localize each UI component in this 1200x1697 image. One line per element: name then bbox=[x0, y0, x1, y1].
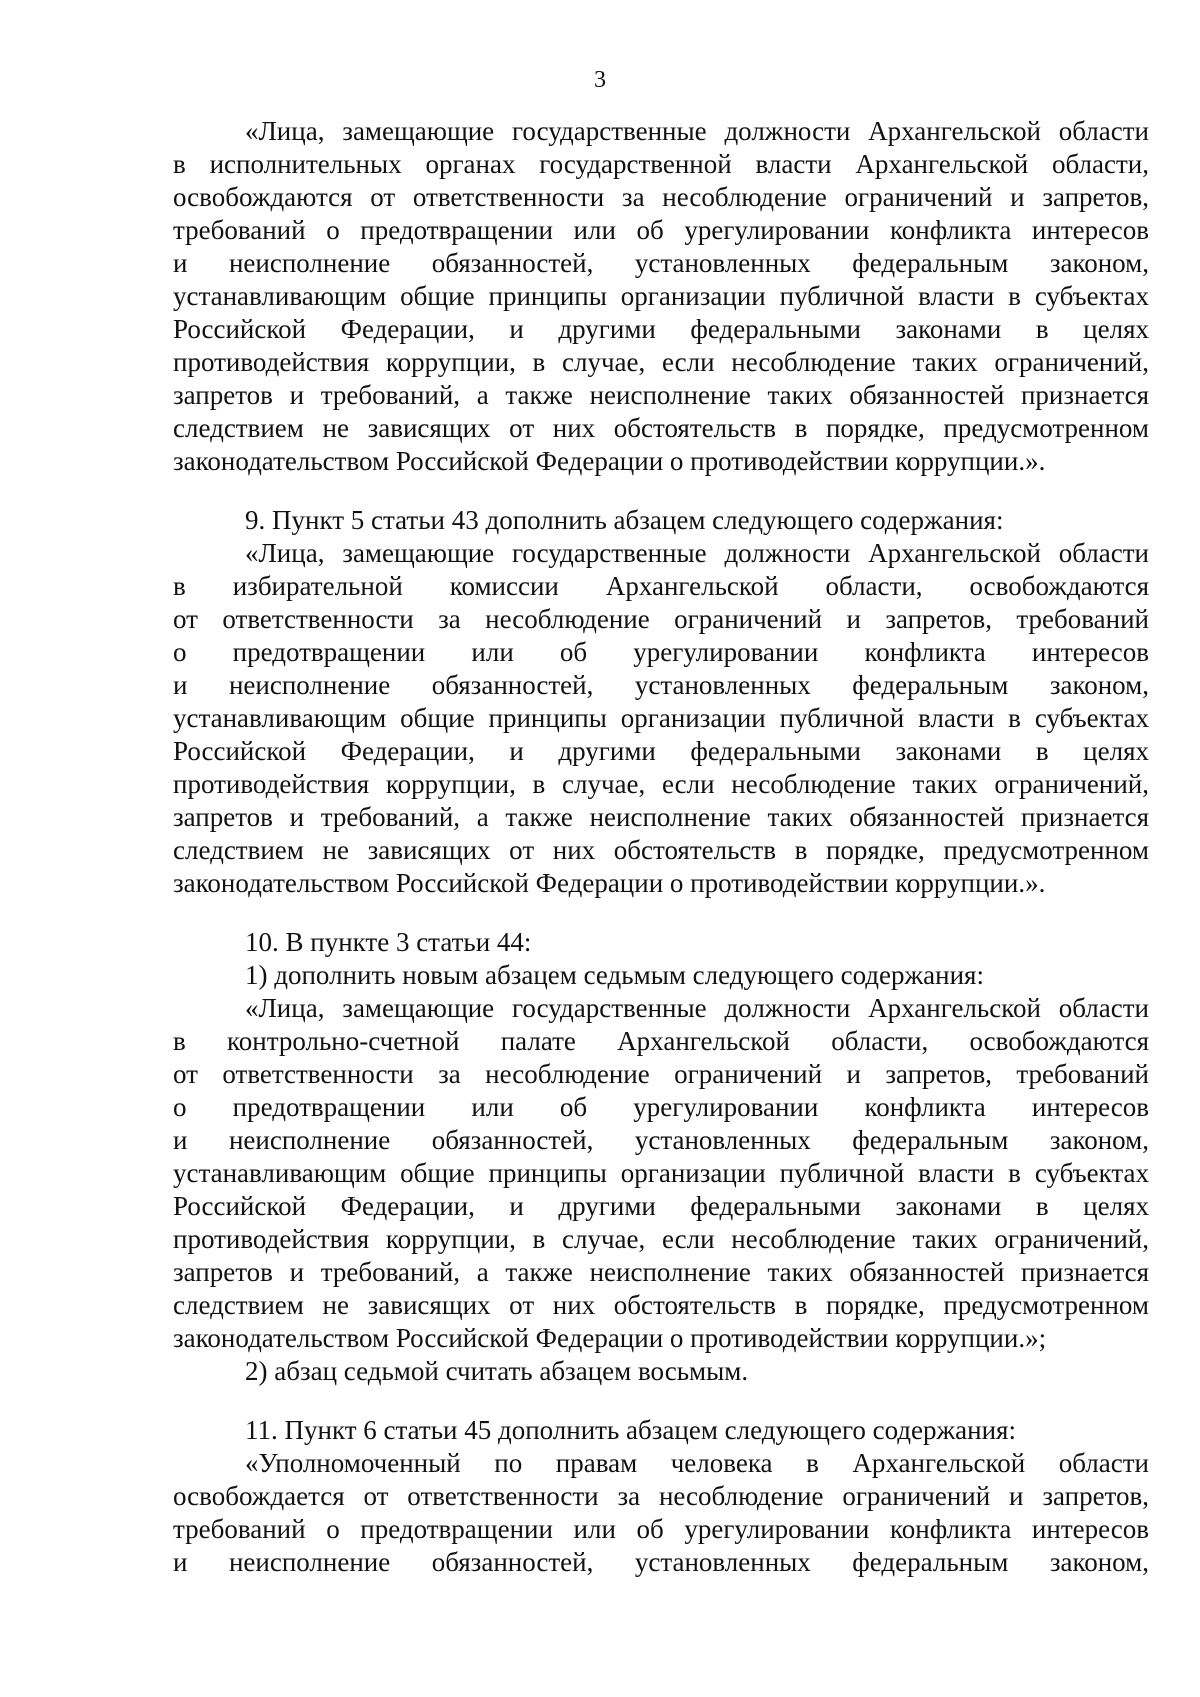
text-line: Российской Федерации, и другими федеральными законами в целях bbox=[173, 736, 1149, 766]
document-section bbox=[173, 115, 1149, 478]
text-line: запретов и требований, а также неисполнение таких обязанностей признается bbox=[173, 802, 1149, 832]
text-line: от ответственности за несоблюдение ограничений и запретов, требований bbox=[173, 604, 1149, 634]
text-line: следствием не зависящих от них обстоятельств в порядке, предусмотренном bbox=[173, 835, 1149, 865]
text-line: «Лица, замещающие государственные должности Архангельской области bbox=[245, 116, 1149, 146]
text-line: о предотвращении или об урегулировании конфликта интересов bbox=[173, 637, 1149, 667]
text-line: запретов и требований, а также неисполнение таких обязанностей признается bbox=[173, 1257, 1149, 1287]
text-line: противодействия коррупции, в случае, если несоблюдение таких ограничений, bbox=[173, 1224, 1149, 1254]
document-body bbox=[173, 115, 1149, 1579]
text-line: требований о предотвращении или об урегулировании конфликта интересов bbox=[173, 1514, 1149, 1544]
text-line: 9. Пункт 5 статьи 43 дополнить абзацем следующего содержания: bbox=[245, 505, 1004, 535]
text-line: противодействия коррупции, в случае, если несоблюдение таких ограничений, bbox=[173, 769, 1149, 799]
text-line: устанавливающим общие принципы организации публичной власти в субъектах bbox=[173, 703, 1149, 733]
page-number: 3 bbox=[594, 67, 606, 93]
document-section bbox=[173, 504, 1149, 900]
text-line: требований о предотвращении или об урегулировании конфликта интересов bbox=[173, 215, 1149, 245]
text-line: освобождается от ответственности за несоблюдение ограничений и запретов, bbox=[173, 1481, 1149, 1511]
text-line: устанавливающим общие принципы организации публичной власти в субъектах bbox=[173, 281, 1149, 311]
section-gap bbox=[173, 1388, 1149, 1414]
text-line: противодействия коррупции, в случае, если несоблюдение таких ограничений, bbox=[173, 347, 1149, 377]
text-line: и неисполнение обязанностей, установленных федеральным законом, bbox=[173, 248, 1149, 278]
text-line: от ответственности за несоблюдение ограничений и запретов, требований bbox=[173, 1059, 1149, 1089]
text-line: 10. В пункте 3 статьи 44: bbox=[245, 927, 532, 957]
text-line: освобождаются от ответственности за несоблюдение ограничений и запретов, bbox=[173, 182, 1149, 212]
text-line: следствием не зависящих от них обстоятельств в порядке, предусмотренном bbox=[173, 413, 1149, 443]
text-line: и неисполнение обязанностей, установленных федеральным законом, bbox=[173, 1125, 1149, 1155]
text-line: «Лица, замещающие государственные должности Архангельской области bbox=[245, 538, 1149, 568]
text-line: следствием не зависящих от них обстоятельств в порядке, предусмотренном bbox=[173, 1290, 1149, 1320]
text-line: в контрольно-счетной палате Архангельской области, освобождаются bbox=[173, 1026, 1149, 1056]
text-line: устанавливающим общие принципы организации публичной власти в субъектах bbox=[173, 1158, 1149, 1188]
text-line: в исполнительных органах государственной власти Архангельской области, bbox=[173, 149, 1149, 179]
text-line: 2) абзац седьмой считать абзацем восьмым. bbox=[245, 1356, 749, 1386]
text-line: Российской Федерации, и другими федеральными законами в целях bbox=[173, 314, 1149, 344]
text-line: о предотвращении или об урегулировании конфликта интересов bbox=[173, 1092, 1149, 1122]
document-section bbox=[173, 1414, 1149, 1579]
section-gap bbox=[173, 900, 1149, 926]
text-line: 11. Пункт 6 статьи 45 дополнить абзацем следующего содержания: bbox=[245, 1415, 1016, 1445]
document-section bbox=[173, 926, 1149, 1388]
text-line: запретов и требований, а также неисполнение таких обязанностей признается bbox=[173, 380, 1149, 410]
text-line: законодательством Российской Федерации о противодействии коррупции.». bbox=[173, 446, 1046, 476]
text-line: законодательством Российской Федерации о противодействии коррупции.»; bbox=[173, 1323, 1047, 1353]
text-line: Российской Федерации, и другими федеральными законами в целях bbox=[173, 1191, 1149, 1221]
section-gap bbox=[173, 478, 1149, 504]
text-line: законодательством Российской Федерации о противодействии коррупции.». bbox=[173, 868, 1046, 898]
text-line: в избирательной комиссии Архангельской области, освобождаются bbox=[173, 571, 1149, 601]
text-line: и неисполнение обязанностей, установленных федеральным законом, bbox=[173, 1547, 1149, 1577]
text-line: 1) дополнить новым абзацем седьмым следующего содержания: bbox=[245, 960, 984, 990]
text-line: «Уполномоченный по правам человека в Архангельской области bbox=[245, 1448, 1149, 1478]
text-line: и неисполнение обязанностей, установленных федеральным законом, bbox=[173, 670, 1149, 700]
text-line: «Лица, замещающие государственные должности Архангельской области bbox=[245, 993, 1149, 1023]
